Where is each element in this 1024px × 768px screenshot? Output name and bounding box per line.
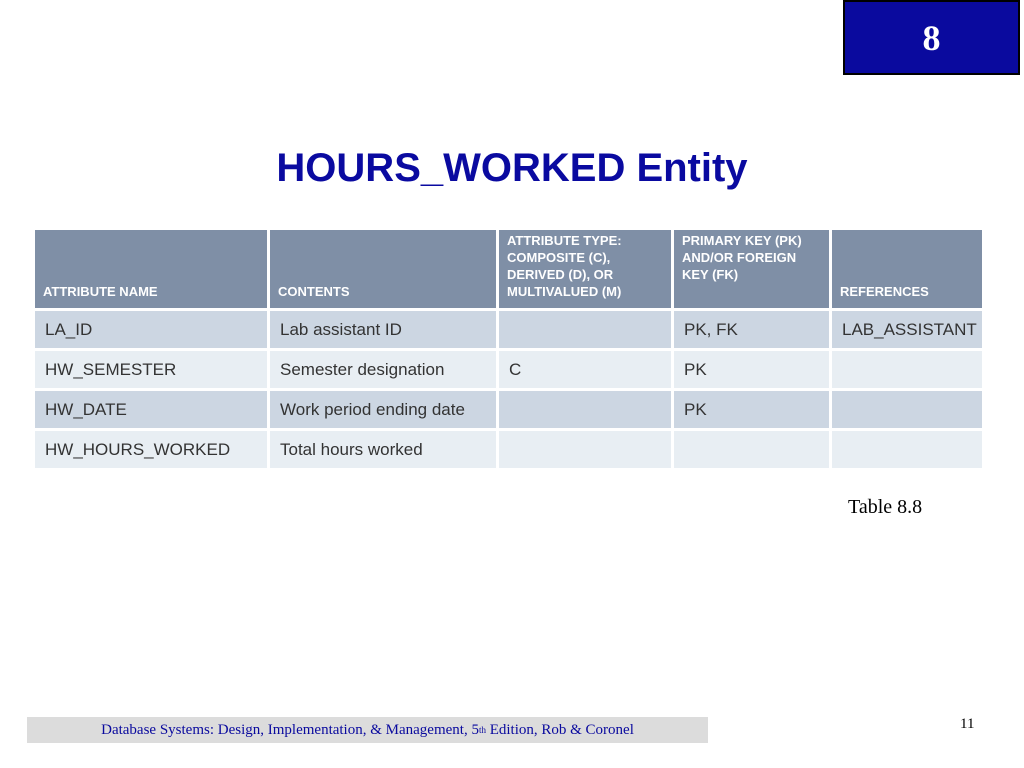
cell-references: LAB_ASSISTANT — [832, 308, 982, 348]
header-attribute-name: ATTRIBUTE NAME — [35, 230, 270, 308]
table-row — [35, 428, 982, 468]
cell-key-type: PK — [674, 388, 832, 428]
table-row — [35, 388, 982, 428]
cell-attribute-name: HW_SEMESTER — [35, 348, 270, 388]
cell-attribute-name: LA_ID — [35, 308, 270, 348]
cell-contents: Semester designation — [270, 348, 499, 388]
cell-key-type — [674, 428, 832, 468]
table-header-row — [35, 230, 982, 308]
cell-attribute-name: HW_DATE — [35, 388, 270, 428]
table-row — [35, 348, 982, 388]
cell-attribute-name: HW_HOURS_WORKED — [35, 428, 270, 468]
footer-superscript: th — [478, 725, 486, 735]
entity-attribute-table — [35, 230, 982, 468]
header-references: REFERENCES — [832, 230, 982, 308]
cell-references — [832, 388, 982, 428]
header-key-type: PRIMARY KEY (PK) AND/OR FOREIGN KEY (FK) — [674, 230, 832, 308]
footer-citation — [27, 717, 708, 743]
chapter-number-box — [843, 0, 1020, 75]
cell-attribute-type — [499, 388, 674, 428]
slide-title: HOURS_WORKED Entity — [276, 146, 748, 190]
table-caption: Table 8.8 — [848, 496, 923, 518]
table-row — [35, 308, 982, 348]
cell-contents: Work period ending date — [270, 388, 499, 428]
footer-text-before: Database Systems: Design, Implementation, & Management, 5 — [101, 721, 479, 738]
cell-contents: Total hours worked — [270, 428, 499, 468]
cell-attribute-type — [499, 428, 674, 468]
cell-references — [832, 348, 982, 388]
page-number: 11 — [960, 716, 975, 732]
cell-key-type: PK — [674, 348, 832, 388]
chapter-number: 8 — [922, 17, 941, 58]
cell-contents: Lab assistant ID — [270, 308, 499, 348]
cell-references — [832, 428, 982, 468]
cell-attribute-type — [499, 308, 674, 348]
header-contents: CONTENTS — [270, 230, 499, 308]
cell-attribute-type: C — [499, 348, 674, 388]
header-attribute-type: ATTRIBUTE TYPE: COMPOSITE (C), DERIVED (D), OR MULTIVALUED (M) — [499, 230, 674, 308]
cell-key-type: PK, FK — [674, 308, 832, 348]
footer-text-after: Edition, Rob & Coronel — [485, 721, 634, 738]
